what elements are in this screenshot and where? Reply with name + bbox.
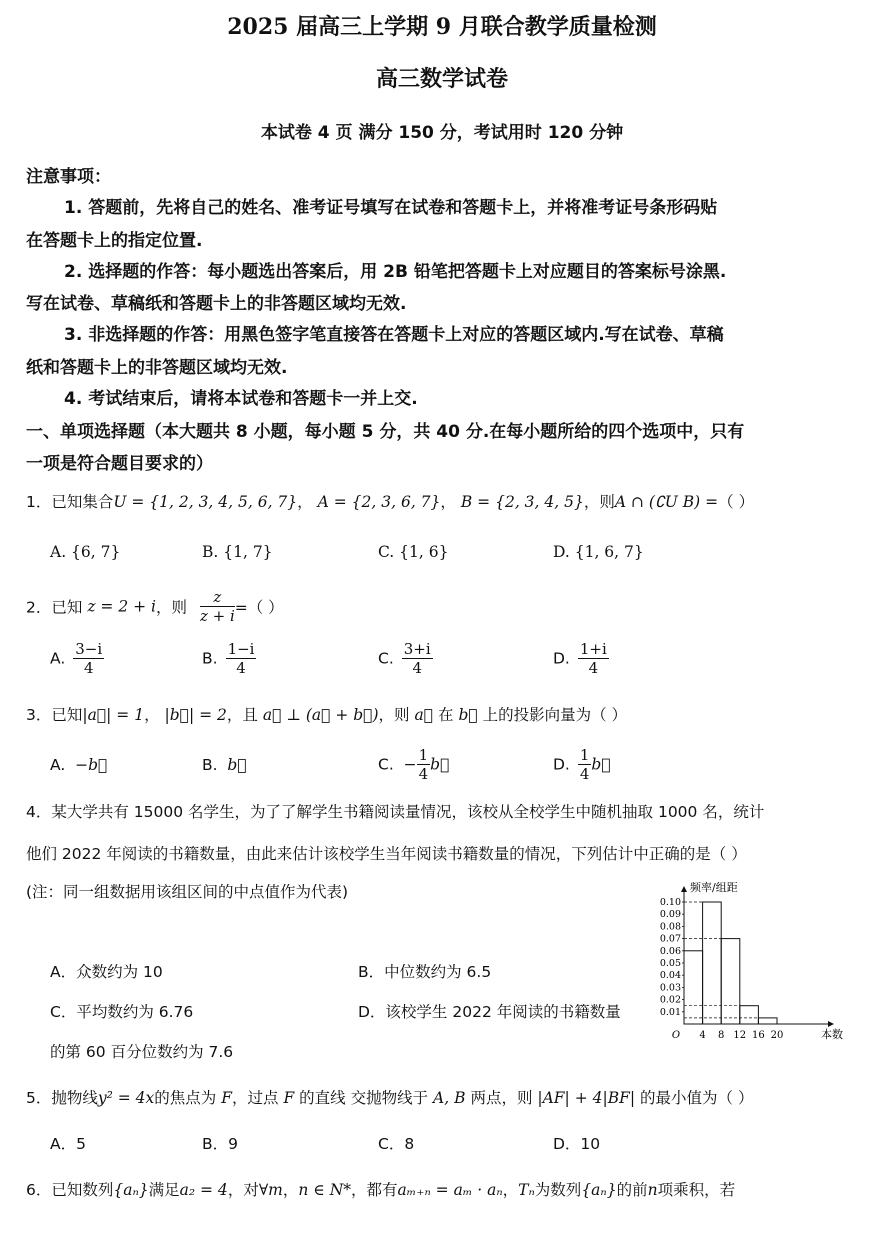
y-tick-label: 0.09 (659, 909, 681, 921)
q1-sep-2: ， (440, 493, 456, 511)
q6-sequence-2: {aₙ} (581, 1181, 617, 1199)
histogram-bar (721, 939, 740, 1024)
q2-fraction (200, 588, 235, 625)
question-4-line-1: 4．某大学共有 15000 名学生，为了了解学生书籍阅读量情况，该校从全校学生中随机抽取 1000 名，统计 (26, 803, 765, 821)
q3-text-a: 3．已知 (26, 706, 83, 724)
q2-option-a (50, 640, 104, 677)
q3-perpendicular: a⃗ ⊥ (a⃗ + b⃗) (262, 706, 379, 724)
q3-option-a-value: −b⃗ (75, 756, 108, 774)
note-line-4: 写在试卷、草稿纸和答题卡上的非答题区域均无效. (26, 294, 407, 314)
q2-option-a-numerator: 3−i (75, 640, 103, 658)
q3-option-d-denominator: 4 (579, 765, 590, 783)
q1-sep-1: ， (297, 493, 313, 511)
q5-text-f: 的最小值为（ ） (640, 1089, 754, 1107)
q6-text-c: ，对 (227, 1181, 259, 1199)
histogram-bar (740, 1006, 759, 1024)
q3-option-c-denominator: 4 (418, 765, 429, 783)
q3-option-d-fraction (578, 746, 592, 783)
q3-option-d (553, 746, 611, 783)
x-tick-label: 20 (770, 1030, 784, 1041)
y-tick-label: 0.08 (659, 921, 681, 933)
histogram-bar (684, 951, 703, 1024)
q6-sequence-1: {aₙ} (113, 1181, 149, 1199)
q3-vector-a: a⃗ (414, 706, 434, 724)
q2-option-a-fraction (73, 640, 104, 677)
q2-option-c-label: C. (378, 649, 394, 668)
q3-text-d: 在 (437, 706, 454, 724)
q5-text-b: 的焦点为 (154, 1089, 217, 1107)
q4-option-c: C．平均数约为 6.76 (50, 1003, 194, 1021)
q1-text-b: ，则 (583, 493, 615, 511)
question-4-note: (注：同一组数据用该组区间的中点值作为代表) (26, 883, 349, 901)
histogram-bar (758, 1018, 777, 1024)
x-axis-label: 本数 (821, 1028, 843, 1041)
q2-option-b (202, 640, 256, 677)
y-axis-arrow (681, 886, 687, 892)
q4-option-a: A．众数约为 10 (50, 963, 163, 981)
q1-option-a: A. {6, 7} (50, 543, 121, 561)
question-3-stem (26, 703, 627, 725)
q5-option-b: B．9 (202, 1135, 238, 1153)
question-6-stem (26, 1178, 735, 1200)
q2-option-a-label: A. (50, 649, 66, 668)
q5-text-d: 的直线 交抛物线于 (299, 1089, 429, 1107)
q3-text-e: 上的投影向量为（ ） (482, 706, 628, 724)
q2-fraction-numerator: z (200, 588, 235, 607)
x-tick-label: 12 (733, 1030, 747, 1041)
q3-option-c-vector: b⃗ (430, 755, 450, 774)
q2-option-d (553, 640, 609, 677)
q2-text-b: ，则 (155, 598, 187, 617)
exam-subtitle: 高三数学试卷 (375, 66, 508, 92)
q6-recurrence: aₘ₊ₙ = aₘ · aₙ (397, 1181, 503, 1199)
y-tick-label: 0.07 (659, 933, 681, 945)
q2-option-b-label: B. (202, 649, 218, 668)
q1-option-d: D. {1, 6, 7} (553, 543, 644, 561)
y-tick-label: 0.06 (659, 945, 681, 957)
q2-option-b-denominator: 4 (236, 659, 246, 677)
q4-option-b: B．中位数约为 6.5 (358, 963, 492, 981)
q2-equation: z = 2 + i (87, 597, 156, 616)
q3-option-d-label: D. (553, 755, 570, 774)
q5-points: A, B (433, 1089, 466, 1107)
q1-set-u: U = {1, 2, 3, 4, 5, 6, 7} (113, 493, 298, 511)
q6-text-f: 的前 (616, 1181, 648, 1199)
y-tick-label: 0.02 (659, 994, 681, 1006)
q2-option-d-denominator: 4 (588, 659, 599, 677)
q3-text-b: ，且 (226, 706, 258, 724)
q5-focus-1: F (221, 1089, 233, 1107)
note-line-6: 纸和答题卡上的非答题区域均无效. (26, 358, 288, 378)
q6-tn: Tₙ (518, 1181, 535, 1199)
q2-fraction-denominator: z + i (199, 607, 235, 625)
q6-n: n (647, 1181, 658, 1199)
q3-option-c-label: C. (378, 755, 394, 774)
note-line-1: 1. 答题前，先将自己的姓名、准考证号填写在试卷和答题卡上，并将准考证号条形码贴 (64, 198, 718, 218)
q1-set-a: A = {2, 3, 6, 7} (317, 493, 441, 511)
q1-answer-paren: （ ） (718, 493, 755, 511)
y-axis-label: 频率/组距 (690, 881, 738, 894)
q2-option-c-fraction (402, 640, 433, 677)
q5-expression: |AF| + 4|BF| (537, 1089, 636, 1107)
q2-option-a-denominator: 4 (83, 659, 94, 677)
q6-sep: ， (282, 1181, 299, 1199)
q3-option-a-label: A. (50, 756, 66, 774)
question-5-stem (26, 1086, 753, 1108)
section-heading-line-1: 一、单项选择题（本大题共 8 小题，每小题 5 分，共 40 分.在每小题所给的四个选项中，只有 (26, 422, 745, 442)
x-tick-label: 16 (752, 1030, 765, 1041)
q3-norm-a: |a⃗| = 1 (82, 706, 145, 724)
q3-option-c (378, 746, 449, 783)
note-line-3: 2. 选择题的作答：每小题选出答案后，用 2B 铅笔把答题卡上对应题目的答案标号涂黑. (64, 262, 727, 282)
q5-option-c: C．8 (378, 1135, 415, 1153)
q2-option-d-fraction (578, 640, 609, 677)
q6-sep-2: ， (502, 1181, 519, 1199)
q3-norm-b: |b⃗| = 2 (164, 706, 227, 724)
q2-option-c-numerator: 3+i (403, 640, 431, 658)
q3-option-a (50, 756, 107, 774)
origin-label: O (671, 1030, 681, 1041)
q3-option-b-value: b⃗ (227, 756, 247, 774)
y-tick-label: 0.05 (659, 958, 681, 969)
q5-option-d: D．10 (553, 1135, 601, 1153)
y-tick-label: 0.01 (659, 1006, 681, 1018)
question-1-stem (26, 490, 754, 512)
q1-text-a: 1．已知集合 (26, 493, 114, 511)
q2-option-b-fraction (226, 640, 257, 677)
q2-option-d-numerator: 1+i (579, 640, 607, 658)
q2-option-c-denominator: 4 (412, 659, 422, 677)
q3-option-c-numerator: 1 (418, 746, 429, 764)
q1-set-b: B = {2, 3, 4, 5} (460, 493, 584, 511)
q1-expression: A ∩ (∁U B) = (614, 493, 719, 511)
q3-vector-b: b⃗ (458, 706, 478, 724)
q6-text-a: 6．已知数列 (26, 1181, 114, 1199)
exam-info: 本试卷 4 页 满分 150 分，考试用时 120 分钟 (260, 123, 624, 143)
q3-option-b (202, 756, 247, 774)
x-tick-label: 4 (699, 1030, 706, 1041)
q6-text-e: 为数列 (534, 1181, 582, 1199)
y-tick-label: 0.04 (659, 970, 681, 982)
note-line-5: 3. 非选择题的作答：用黑色签字笔直接答在答题卡上对应的答题区域内.写在试卷、草稿 (64, 325, 724, 345)
q3-text-c: ，则 (378, 706, 410, 724)
q6-text-g: 项乘积，若 (657, 1181, 736, 1199)
section-heading-line-2: 一项是符合题目要求的） (26, 454, 213, 474)
q3-option-b-label: B. (202, 756, 218, 774)
q6-forall: ∀m (258, 1181, 283, 1199)
q3-option-c-sign: − (403, 755, 417, 774)
histogram-chart (650, 878, 850, 1048)
q4-option-d: D．该校学生 2022 年阅读的书籍数量 (358, 1003, 621, 1021)
y-tick-label: 0.10 (659, 897, 681, 908)
note-line-2: 在答题卡上的指定位置. (26, 231, 203, 251)
q5-option-a: A．5 (50, 1135, 86, 1153)
q3-option-d-numerator: 1 (579, 746, 590, 764)
question-2-stem (26, 588, 284, 625)
q5-focus-2: F (283, 1089, 295, 1107)
q1-option-c: C. {1, 6} (378, 543, 449, 561)
q4-option-d-continued: 的第 60 百分位数约为 7.6 (50, 1043, 234, 1061)
note-line-7: 4. 考试结束后，请将本试卷和答题卡一并上交. (64, 389, 418, 409)
q2-text-a: 2．已知 (26, 598, 83, 617)
q5-text-c: ，过点 (232, 1089, 279, 1107)
q3-sep-1: ， (144, 706, 160, 724)
q2-option-c (378, 640, 433, 677)
x-tick-label: 8 (718, 1030, 725, 1041)
q3-option-d-vector: b⃗ (591, 755, 611, 774)
q1-option-b: B. {1, 7} (202, 543, 273, 561)
q3-option-c-fraction (417, 746, 431, 783)
x-axis-arrow (828, 1021, 834, 1027)
q2-option-b-numerator: 1−i (227, 640, 255, 658)
q5-parabola: y² = 4x (97, 1089, 155, 1107)
q2-option-d-label: D. (553, 649, 570, 668)
question-4-line-2: 他们 2022 年阅读的书籍数量，由此来估计该校学生当年阅读书籍数量的情况，下列估计中正确的是（ ） (26, 845, 747, 863)
q2-text-c: =（ ） (234, 598, 284, 617)
exam-title: 2025 届高三上学期 9 月联合教学质量检测 (227, 14, 657, 40)
q6-text-b: 满足 (148, 1181, 180, 1199)
q6-a2: a₂ = 4 (179, 1181, 228, 1199)
notes-heading: 注意事项： (26, 167, 111, 187)
q6-n-in-n: n ∈ N* (298, 1181, 352, 1199)
q6-text-d: ，都有 (351, 1181, 398, 1199)
q5-text-e: 两点，则 (470, 1089, 533, 1107)
y-tick-label: 0.03 (659, 982, 681, 994)
q5-text-a: 5．抛物线 (26, 1089, 98, 1107)
